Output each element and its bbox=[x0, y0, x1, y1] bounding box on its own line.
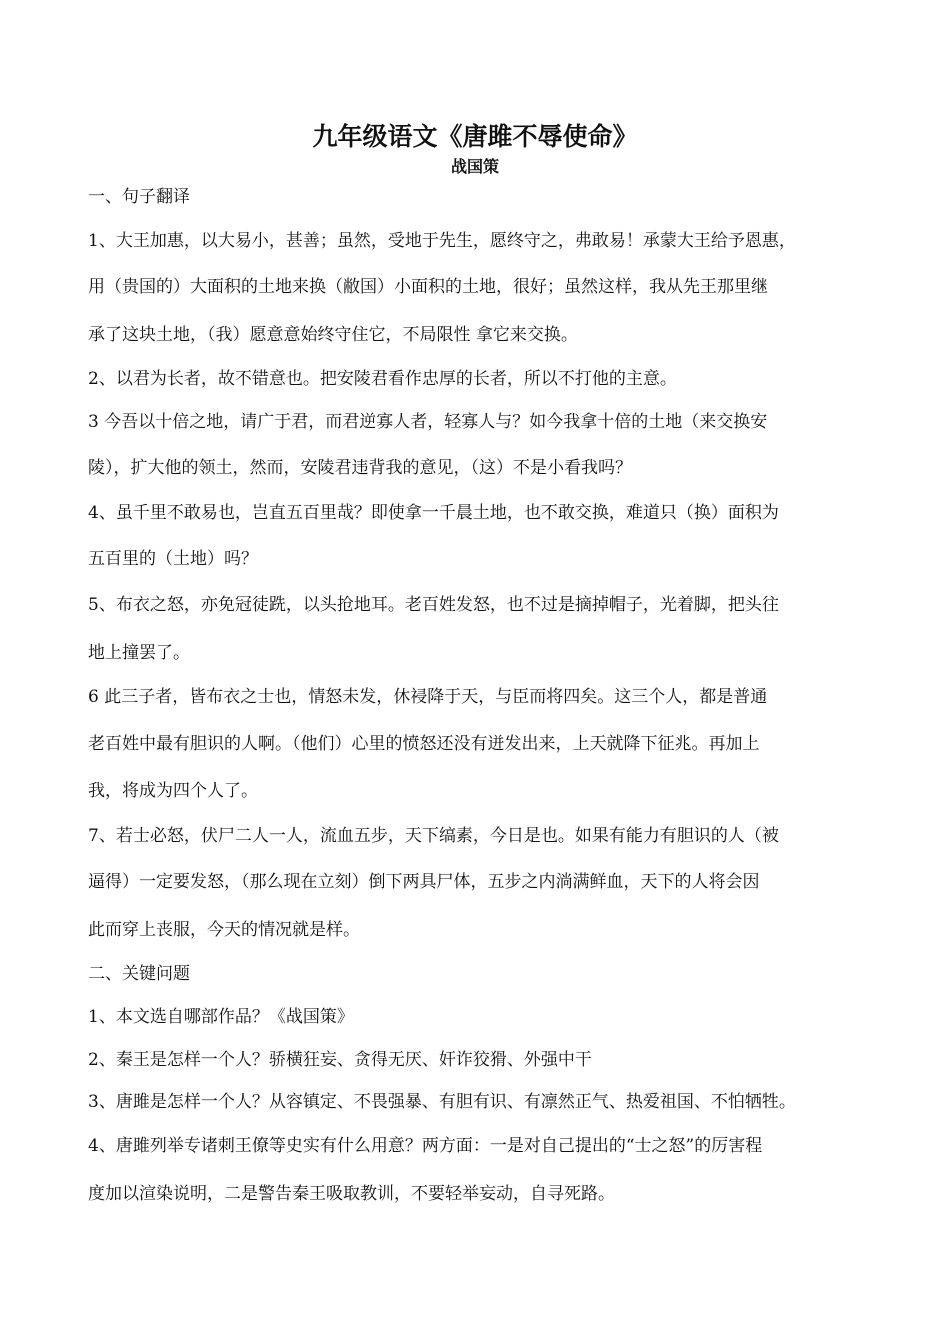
text-line: 4、唐雎列举专诸刺王僚等史实有什么用意？两方面：一是对自己提出的“士之怒”的厉害程 bbox=[88, 1136, 763, 1156]
text-line: 2、以君为长者，故不错意也。把安陵君看作忠厚的长者，所以不打他的主意。 bbox=[88, 369, 677, 389]
section-heading: 二、关键问题 bbox=[88, 964, 190, 984]
document-subtitle: 战国策 bbox=[450, 157, 499, 176]
text-line: 7、若士必怒，伏尸二人一人，流血五步，天下缟素，今日是也。如果有能力有胆识的人（被 bbox=[88, 826, 779, 846]
text-line: 1、本文选自哪部作品？《战国策》 bbox=[88, 1007, 354, 1027]
text-line: 陵），扩大他的领土，然而，安陵君违背我的意见，（这）不是小看我吗？ bbox=[88, 458, 632, 478]
text-line: 度加以渲染说明，二是警告秦王吸取教训，不要轻举妄动，自寻死路。 bbox=[88, 1184, 615, 1204]
text-line: 2、秦王是怎样一个人？骄横狂妄、贪得无厌、奸诈狡猾、外强中干 bbox=[88, 1050, 592, 1070]
text-line: 3、唐雎是怎样一个人？从容镇定、不畏强暴、有胆有识、有凛然正气、热爱祖国、不怕牺牲。 bbox=[88, 1092, 796, 1112]
text-line: 地上撞罢了。 bbox=[88, 643, 190, 663]
text-line: 我，将成为四个人了。 bbox=[88, 781, 258, 801]
text-line: 3 今吾以十倍之地，请广于君，而君逆寡人者，轻寡人与？如今我拿十倍的土地（来交换安 bbox=[88, 412, 768, 432]
text-line: 4、虽千里不敢易也，岂直五百里哉？即使拿一千晨土地，也不敢交换，难道只（换）面积为 bbox=[88, 503, 779, 523]
text-line: 6 此三子者，皆布衣之士也，情怒未发，休祲降于天，与臣而将四矣。这三个人，都是普通 bbox=[88, 687, 768, 707]
text-line: 五百里的（土地）吗？ bbox=[88, 549, 258, 569]
document-title: 九年级语文《唐雎不辱使命》 bbox=[312, 122, 638, 151]
text-line: 承了这块土地，（我）愿意意始终守住它，不局限性 拿它来交换。 bbox=[88, 325, 578, 345]
text-line: 1、大王加惠，以大易小，甚善；虽然，受地于先生，愿终守之，弗敢易！承蒙大王给予恩惠， bbox=[88, 231, 796, 251]
text-line: 老百姓中最有胆识的人啊。（他们）心里的愤怒还没有迸发出来，上天就降下征兆。再加上 bbox=[88, 734, 760, 754]
section-heading: 一、句子翻译 bbox=[88, 187, 190, 207]
text-line: 此而穿上丧服，今天的情况就是样。 bbox=[88, 920, 360, 940]
text-line: 5、布衣之怒，亦免冠徒跣，以头抢地耳。老百姓发怒，也不过是摘掉帽子，光着脚，把头往 bbox=[88, 595, 779, 615]
text-line: 逼得）一定要发怒，（那么现在立刻）倒下两具尸体，五步之内淌满鲜血，天下的人将会因 bbox=[88, 872, 760, 892]
text-line: 用（贵国的）大面积的土地来换（敝国）小面积的土地，很好；虽然这样，我从先王那里继 bbox=[88, 277, 768, 297]
